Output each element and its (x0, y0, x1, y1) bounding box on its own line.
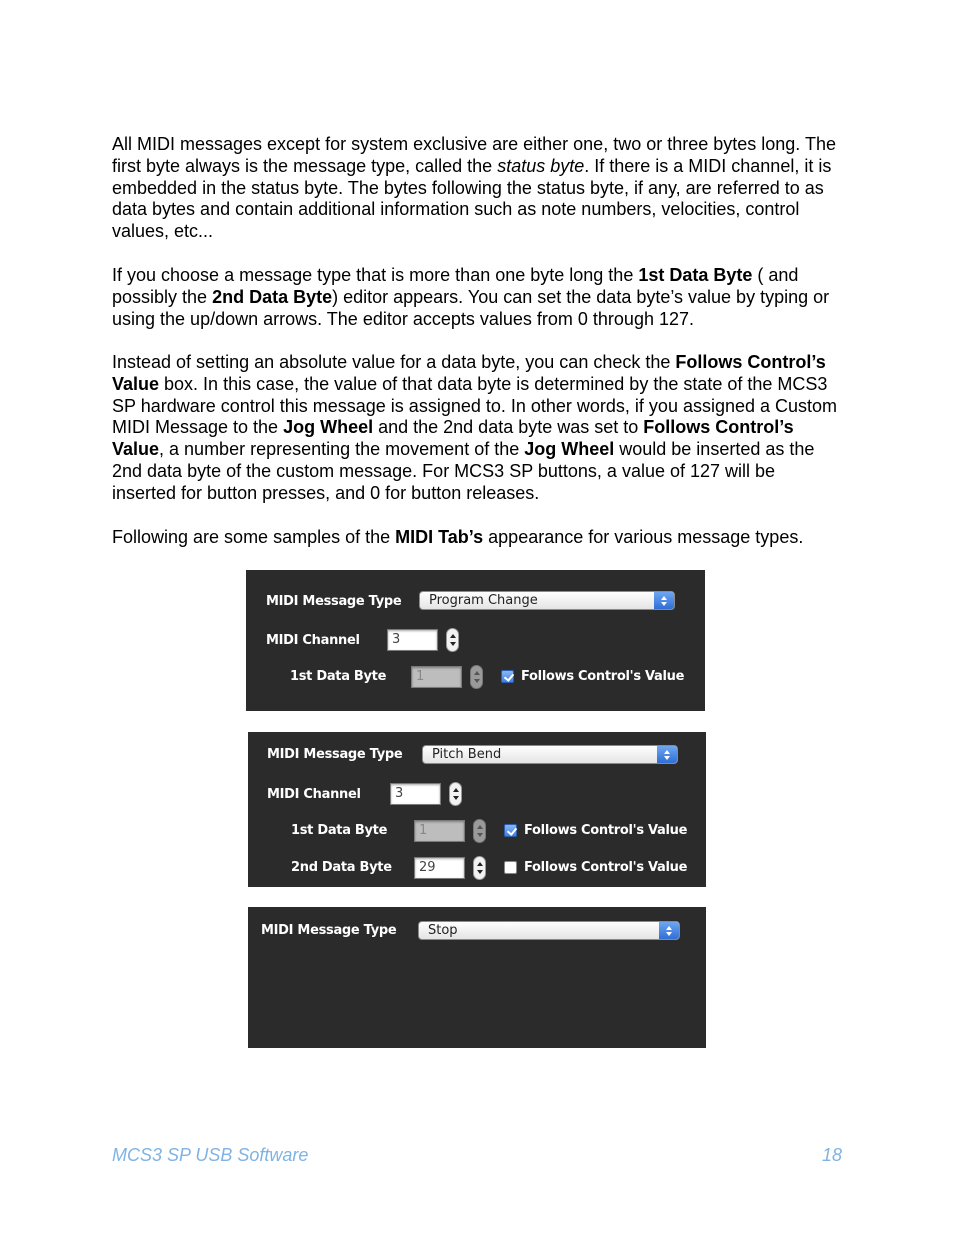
text: All MIDI messages except for system exclusive are either one, two or three bytes long. The first byte always is the message type, called the (112, 134, 836, 176)
text: If you choose a message type that is more than one byte long the (112, 265, 639, 285)
first-data-byte-follows-checkbox[interactable] (504, 824, 517, 837)
second-data-byte-stepper[interactable] (473, 856, 486, 880)
midi-tab-panel-program-change (246, 570, 705, 711)
follows-control-label: Follows Control's Value (521, 669, 685, 684)
second-data-byte-field[interactable] (414, 857, 465, 879)
page-number: 18 (821, 1145, 842, 1165)
midi-message-type-label: MIDI Message Type (267, 747, 403, 762)
midi-channel-stepper[interactable] (449, 782, 462, 806)
first-data-byte-label: 1st Data Byte (290, 669, 387, 684)
paragraph-data-byte-editor (112, 265, 842, 330)
paragraph-status-byte (112, 134, 842, 243)
text: ) editor appears. You can set the data byte’s value by typing or using the up/down arrows. The editor accepts values from 0 through 127. (112, 286, 830, 329)
bold-1st-data-byte: 1st Data Byte (638, 265, 753, 285)
field-value: 3 (392, 632, 401, 647)
first-data-byte-stepper[interactable] (470, 665, 483, 689)
text: Following are some samples of the (112, 527, 396, 547)
midi-message-type-popup[interactable] (418, 921, 680, 940)
bold-jog-wheel: Jog Wheel (524, 439, 615, 460)
first-data-byte-follows-checkbox[interactable] (501, 670, 514, 683)
midi-message-type-popup[interactable] (419, 591, 675, 610)
field-value: 1 (416, 669, 425, 684)
text: and the 2nd data byte was set to (373, 417, 644, 438)
midi-channel-field[interactable] (390, 783, 441, 805)
bold-2nd-data-byte: 2nd Data Byte (212, 286, 333, 307)
bold-midi-tab: MIDI Tab’s (395, 527, 484, 547)
emphasis-status-byte: status byte (497, 155, 585, 176)
first-data-byte-field[interactable] (411, 666, 462, 688)
text: . If there is a MIDI channel, it is embedded in the status byte. The bytes following the status byte, if any, are referred to as data bytes and contain additional information such as note numbers, velocities, control values, etc... (112, 155, 832, 242)
midi-channel-label: MIDI Channel (266, 633, 360, 648)
follows-control-label: Follows Control's Value (524, 823, 688, 838)
bold-follows-control: Follows Control’s Value (112, 352, 826, 394)
midi-channel-label: MIDI Channel (267, 787, 361, 802)
popup-arrows-icon (657, 746, 677, 763)
popup-arrows-icon (659, 922, 679, 939)
popup-value: Stop (428, 923, 458, 938)
popup-value: Program Change (429, 593, 538, 608)
text: , a number representing the movement of the (159, 439, 525, 460)
midi-tab-panel-stop (248, 907, 706, 1048)
popup-arrows-icon (654, 592, 674, 609)
midi-channel-stepper[interactable] (446, 628, 459, 652)
first-data-byte-field[interactable] (414, 820, 465, 842)
second-data-byte-follows-checkbox[interactable] (504, 861, 517, 874)
paragraph-follows-control (112, 352, 842, 505)
second-data-byte-label: 2nd Data Byte (291, 860, 392, 875)
popup-value: Pitch Bend (432, 747, 502, 762)
midi-message-type-popup[interactable] (422, 745, 678, 764)
bold-follows-control: Follows Control’s Value (112, 417, 794, 460)
midi-message-type-label: MIDI Message Type (266, 594, 402, 609)
text: box. In this case, the value of that data byte is determined by the state of the MCS3 SP hardware control this message is assigned to. In other words, if you assigned a Custom MIDI Message to the (112, 373, 838, 438)
field-value: 1 (419, 823, 428, 838)
text: would be inserted as the 2nd data byte of the custom message. For MCS3 SP buttons, a value of 127 will be inserted for button presses, and 0 for button releases. (112, 439, 815, 503)
follows-control-label: Follows Control's Value (524, 860, 688, 875)
field-value: 3 (395, 786, 404, 801)
first-data-byte-label: 1st Data Byte (291, 823, 388, 838)
midi-tab-panel-pitch-bend (248, 732, 706, 887)
text: appearance for various message types. (483, 527, 804, 547)
bold-jog-wheel: Jog Wheel (283, 417, 374, 438)
paragraph-samples-intro (112, 527, 842, 549)
midi-message-type-label: MIDI Message Type (261, 923, 397, 938)
first-data-byte-stepper[interactable] (473, 819, 486, 843)
field-value: 29 (419, 860, 436, 875)
text: Instead of setting an absolute value for a data byte, you can check the (112, 352, 676, 372)
midi-channel-field[interactable] (387, 629, 438, 651)
text: ( and possibly the (112, 265, 799, 307)
footer-title: MCS3 SP USB Software (112, 1145, 309, 1165)
